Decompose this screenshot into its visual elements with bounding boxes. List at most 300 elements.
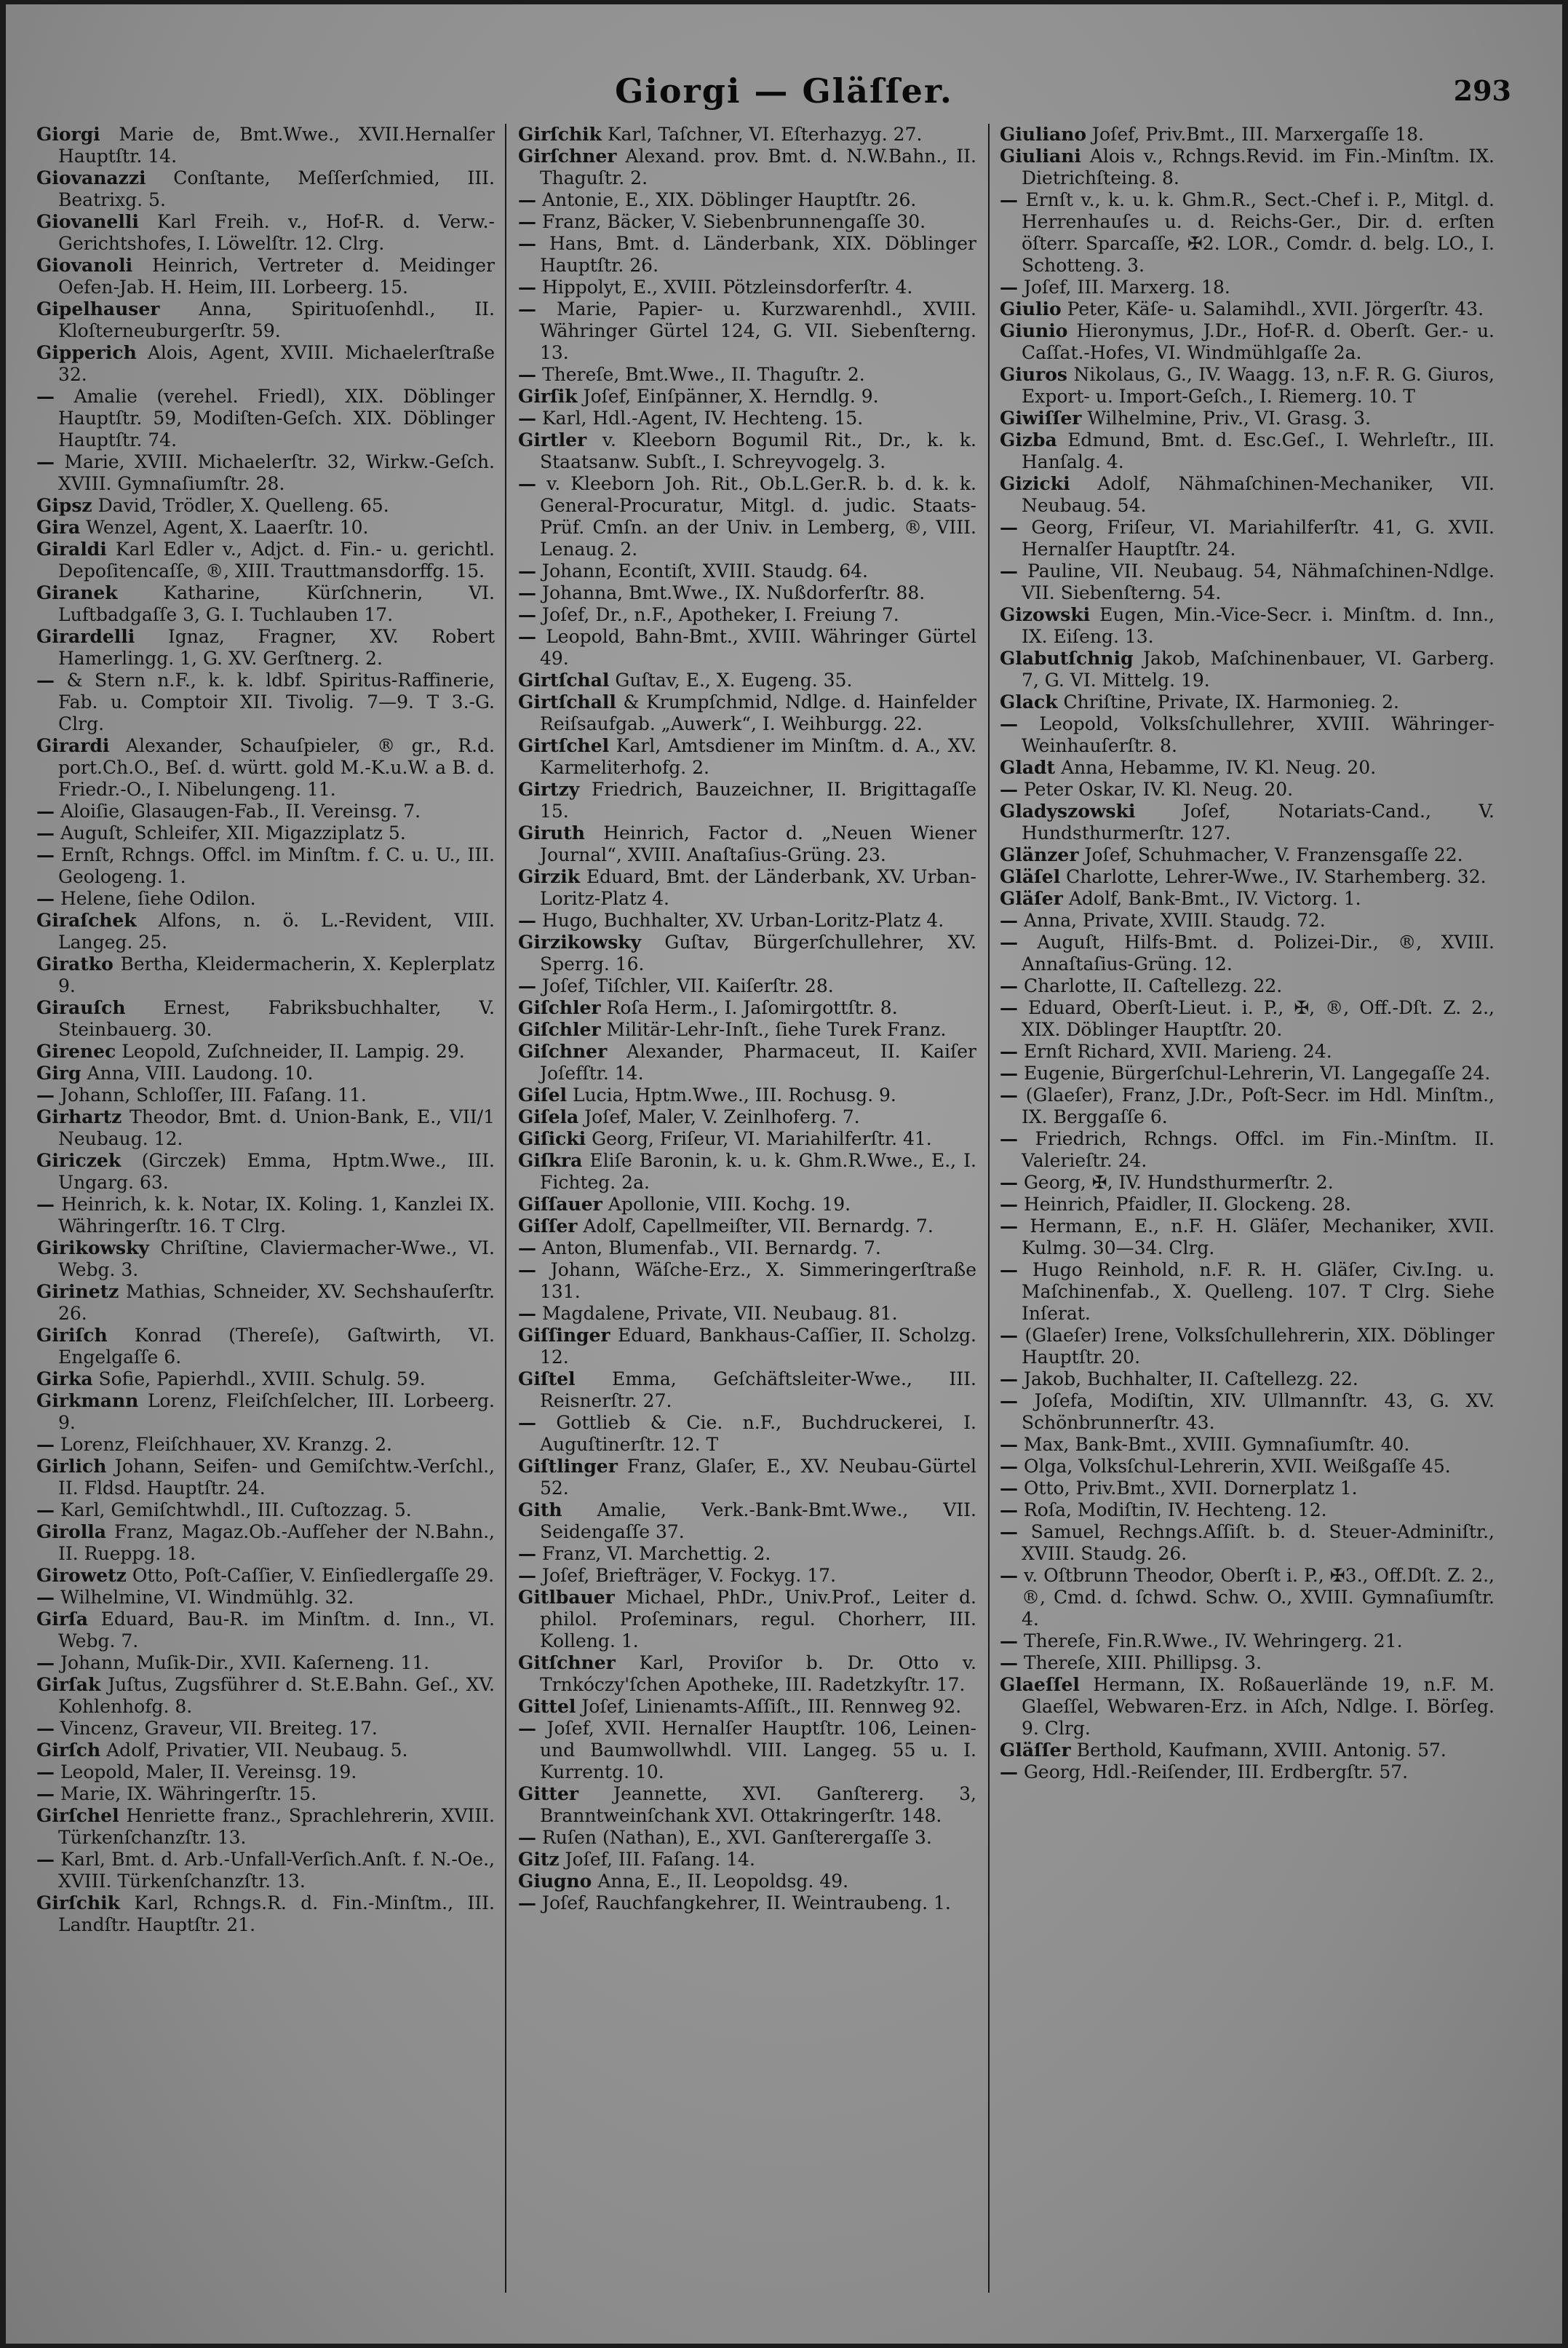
directory-entry — [518, 1106, 976, 1128]
entry-text: Johann, Seifen- und Gemiſchtw.-Verſchl., II. Fldsd. Hauptſtr. 24. — [58, 1456, 495, 1499]
directory-entry — [1000, 1128, 1495, 1172]
entry-surname: Giſkra — [518, 1150, 583, 1171]
entry-surname: Girſchik — [36, 1892, 120, 1913]
directory-entry — [1000, 1761, 1495, 1783]
entry-surname: — — [36, 670, 55, 691]
entry-text: Johann, Schloſſer, III. Faſang. 11. — [60, 1084, 367, 1106]
directory-entry — [518, 779, 976, 822]
entry-text: Karl Edler v., Adjct. d. Fin.- u. gerichtl. Depoſitencaſſe, ®, XIII. Trauttmansdorffg. 15. — [58, 539, 495, 582]
directory-entry — [36, 386, 495, 451]
entry-surname: — — [518, 1412, 536, 1433]
entry-surname: — — [1000, 1630, 1018, 1651]
directory-entry — [36, 1805, 495, 1849]
entry-text: Eduard, Bau-R. im Minſtm. d. Inn., VI. Webg. 7. — [58, 1609, 495, 1651]
entry-surname: — — [36, 1194, 55, 1215]
directory-entry — [36, 1521, 495, 1565]
entry-surname: Gläſel — [1000, 866, 1061, 887]
entry-surname: Girtſchall — [518, 691, 616, 713]
entry-surname: Girſik — [518, 386, 578, 407]
entry-surname: — — [36, 1434, 55, 1455]
directory-entry — [518, 1587, 976, 1652]
directory-entry — [36, 1783, 495, 1805]
directory-entry — [518, 429, 976, 473]
entry-surname: Glaeſſel — [1000, 1674, 1080, 1695]
directory-entry — [1000, 1063, 1495, 1084]
entry-text: Bertha, Kleidermacherin, X. Keplerplatz 9. — [58, 953, 495, 996]
directory-entry — [1000, 1499, 1495, 1521]
directory-entry — [518, 910, 976, 932]
entry-text: Lorenz, Fleiſchſelcher, III. Lorbeerg. 9. — [58, 1390, 495, 1433]
directory-entry — [36, 1456, 495, 1499]
entry-surname: Girikowsky — [36, 1237, 149, 1258]
directory-entry — [1000, 604, 1495, 648]
entry-text: Joſef, Dr., n.F., Apotheker, I. Freiung 7. — [541, 604, 899, 625]
entry-text: Magdalene, Private, VII. Neubaug. 81. — [541, 1303, 898, 1324]
directory-entry — [36, 1150, 495, 1194]
entry-surname: Girzik — [518, 866, 581, 887]
entry-text: Heinrich, k. k. Notar, IX. Koling. 1, Kanzlei IX. Währingerſtr. 16. T Clrg. — [58, 1194, 495, 1237]
entry-text: Karl Freih. v., Hof-R. d. Verw.-Gerichtshofes, I. Löwelſtr. 12. Clrg. — [58, 211, 495, 254]
directory-entry — [1000, 1215, 1495, 1259]
directory-entry — [36, 1674, 495, 1718]
entry-surname: Giſſinger — [518, 1325, 610, 1346]
entry-surname: Giuliano — [1000, 124, 1087, 145]
entry-text: Peter Oskar, IV. Kl. Neug. 20. — [1023, 779, 1294, 800]
entry-text: Franz, Bäcker, V. Siebenbrunnengaſſe 30. — [541, 211, 926, 232]
entry-surname: Gladt — [1000, 757, 1056, 778]
directory-entry — [518, 364, 976, 386]
entry-text: Eduard, Bankhaus-Caſſier, II. Scholzg. 12. — [540, 1325, 976, 1368]
entry-text: Marie, XVIII. Michaelerſtr. 32, Wirkw.-Geſch. XVIII. Gymnaſiumſtr. 28. — [58, 451, 495, 494]
entry-surname: — — [1000, 1368, 1018, 1389]
entry-surname: Giunio — [1000, 320, 1068, 341]
entry-surname: — — [1000, 1041, 1018, 1062]
directory-entry — [36, 626, 495, 670]
entry-text: Franz, Glaſer, E., XV. Neubau-Gürtel 52. — [540, 1456, 976, 1499]
entry-surname: — — [518, 189, 536, 210]
entry-surname: — — [1000, 1652, 1018, 1673]
entry-text: Militär-Lehr-Inſt., ſiehe Turek Franz. — [606, 1019, 947, 1040]
entry-surname: — — [1000, 1565, 1018, 1586]
directory-entry — [518, 1325, 976, 1368]
directory-entry — [518, 1499, 976, 1543]
entry-text: Hippolyt, E., XVIII. Pötzleinsdorferſtr. 4. — [541, 277, 913, 298]
entry-surname: Gith — [518, 1499, 562, 1520]
entry-text: Karl, Taſchner, VI. Eſterhazyg. 27. — [607, 124, 923, 145]
directory-entry — [518, 1543, 976, 1565]
entry-surname: Glänzer — [1000, 844, 1079, 865]
entry-text: Amalie (verehel. Friedl), XIX. Döblinger Hauptſtr. 59, Modiſten-Geſch. XIX. Döblinger Hauptſtr. 74. — [58, 386, 495, 451]
entry-text: Georg, Friſeur, VI. Mariahilferſtr. 41. — [592, 1128, 932, 1149]
entry-surname: — — [1000, 910, 1018, 931]
entry-text: Karl, Proviſor b. Dr. Otto v. Trnkóczy'ſchen Apotheke, III. Radetzkyſtr. 17. — [540, 1652, 976, 1695]
entry-surname: Giruth — [518, 822, 585, 844]
column-left — [36, 124, 495, 2300]
directory-entry — [36, 1194, 495, 1237]
entry-text: Anna, Private, XVIII. Staudg. 72. — [1023, 910, 1326, 931]
directory-entry — [36, 1390, 495, 1434]
entry-text: Hans, Bmt. d. Länderbank, XIX. Döblinger Hauptſtr. 26. — [540, 233, 976, 276]
entry-text: Antonie, E., XIX. Döblinger Hauptſtr. 26. — [541, 189, 917, 210]
entry-surname: Girſak — [36, 1674, 101, 1695]
entry-text: Leopold, Volksſchullehrer, XVIII. Währinger-Weinhauſerſtr. 8. — [1022, 713, 1495, 756]
entry-text: Guſtav, E., X. Eugeng. 35. — [615, 670, 853, 691]
directory-entry — [36, 167, 495, 211]
directory-entry — [1000, 1390, 1495, 1434]
entry-text: Hermann, E., n.F. H. Gläſer, Mechaniker, XVII. Kulmg. 30—34. Clrg. — [1022, 1215, 1495, 1258]
directory-entry — [518, 1019, 976, 1041]
entry-surname: — — [1000, 1761, 1018, 1782]
directory-entry — [1000, 1521, 1495, 1565]
directory-entry — [518, 866, 976, 910]
entry-text: Helene, ſiehe Odilon. — [60, 888, 256, 909]
directory-entry — [518, 1084, 976, 1106]
entry-text: Joſef, III. Marxerg. 18. — [1023, 277, 1230, 298]
entry-text: Auguſt, Schleifer, XII. Migazziplatz 5. — [60, 822, 406, 844]
entry-surname: Giratko — [36, 953, 114, 975]
entry-surname: — — [1000, 1128, 1018, 1149]
entry-text: Samuel, Rechngs.Aſſiſt. b. d. Steuer-Adminiſtr., XVIII. Staudg. 26. — [1022, 1521, 1495, 1564]
directory-entry — [36, 451, 495, 495]
entry-text: Guſtav, Bürgerſchullehrer, XV. Sperrg. 16. — [540, 932, 976, 975]
entry-surname: Gladyszowski — [1000, 801, 1136, 822]
entry-surname: Gitz — [518, 1849, 560, 1870]
entry-text: (Glaeſer), Franz, J.Dr., Poſt-Secr. im Hdl. Minſtm., IX. Berggaſſe 6. — [1022, 1084, 1495, 1127]
directory-entry — [518, 932, 976, 975]
entry-surname: — — [518, 910, 536, 931]
entry-list — [36, 124, 495, 1936]
entry-text: Ignaz, Fragner, XV. Robert Hamerlingg. 1, G. XV. Gerſtnerg. 2. — [58, 626, 495, 669]
entry-surname: Giuros — [1000, 364, 1067, 385]
entry-text: Wilhelmine, VI. Windmühlg. 32. — [60, 1587, 354, 1608]
directory-entry — [518, 1827, 976, 1849]
entry-text: v. Oſtbrunn Theodor, Oberſt i. P., ✠3., Off.Dſt. Z. 2., ®, Cmd. d. ſchwd. Schw. O., XVIII. Gymnaſiumſtr. 4. — [1022, 1565, 1495, 1630]
entry-surname: — — [1000, 1194, 1018, 1215]
directory-entry — [36, 1325, 495, 1368]
entry-text: v. Kleeborn Joh. Rit., Ob.L.Ger.R. b. d. k. k. General-Procuratur, Mitgl. d. judic. Staats-Prüf. Cmſn. an der Univ. in Lemberg, ®, VIII. Lenaug. 2. — [540, 473, 976, 560]
directory-entry — [518, 1783, 976, 1827]
directory-entry — [36, 997, 495, 1041]
entry-text: Joſef, Notariats-Cand., V. Hundsthurmerſtr. 127. — [1022, 801, 1495, 844]
entry-surname: — — [1000, 1521, 1018, 1542]
entry-text: Friedrich, Rchngs. Offcl. im Fin.-Minſtm. II. Valerieſtr. 24. — [1022, 1128, 1495, 1171]
entry-text: Karl, Gemiſchtwhdl., III. Cuſtozzag. 5. — [60, 1499, 412, 1520]
directory-entry — [518, 1412, 976, 1456]
directory-entry — [36, 539, 495, 582]
entry-surname: Giwiſſer — [1000, 408, 1082, 429]
directory-entry — [518, 1652, 976, 1696]
directory-entry — [518, 189, 976, 211]
entry-surname: — — [1000, 1456, 1018, 1477]
entry-surname: Girſchik — [518, 124, 602, 145]
entry-surname: — — [1000, 1434, 1018, 1455]
directory-entry — [36, 298, 495, 342]
entry-surname: Giſtlinger — [518, 1456, 618, 1477]
entry-surname: — — [1000, 1215, 1018, 1237]
entry-surname: Gizowski — [1000, 604, 1091, 625]
entry-surname: — — [518, 277, 536, 298]
entry-text: Eduard, Bmt. der Länderbank, XV. Urban-Loritz-Platz 4. — [540, 866, 976, 909]
directory-entry — [518, 408, 976, 429]
entry-text: Karl, Hdl.-Agent, IV. Hechteng. 15. — [541, 408, 864, 429]
entry-surname: Girtſchel — [518, 735, 610, 756]
entry-text: Joſef, Briefträger, V. Fockyg. 17. — [541, 1565, 837, 1586]
directory-entry — [1000, 298, 1495, 320]
entry-surname: Gipsz — [36, 495, 92, 516]
directory-entry — [36, 1084, 495, 1106]
directory-entry — [518, 386, 976, 408]
directory-entry — [36, 1063, 495, 1084]
directory-entry — [1000, 1630, 1495, 1652]
entry-surname: — — [1000, 189, 1018, 210]
directory-entry — [1000, 429, 1495, 473]
directory-entry — [36, 1892, 495, 1936]
entry-surname: — — [36, 451, 55, 472]
entry-surname: — — [518, 1303, 536, 1324]
directory-entry — [518, 1368, 976, 1412]
directory-entry — [518, 1215, 976, 1237]
entry-surname: Giſſauer — [518, 1194, 602, 1215]
entry-text: Katharine, Kürſchnerin, VI. Luftbadgaſſe 3, G. I. Tuchlauben 17. — [58, 582, 495, 625]
entry-text: Joſef, Linienamts-Aſſiſt., III. Rennweg 92. — [581, 1696, 962, 1717]
entry-text: Emma, Geſchäftsleiter-Wwe., III. Reisnerſtr. 27. — [540, 1368, 976, 1411]
entry-text: Heinrich, Factor d. „Neuen Wiener Journal“, XVIII. Anaſtaſius-Grüng. 23. — [540, 822, 976, 865]
entry-surname: Girtler — [518, 429, 587, 451]
directory-entry — [518, 298, 976, 364]
directory-entry — [518, 582, 976, 604]
entry-surname: — — [36, 888, 55, 909]
directory-entry — [36, 1499, 495, 1521]
entry-text: Franz, Magaz.Ob.-Aufſeher der N.Bahn., II. Rueppg. 18. — [58, 1521, 495, 1564]
directory-entry — [1000, 560, 1495, 604]
directory-entry — [518, 473, 976, 560]
directory-entry — [1000, 473, 1495, 517]
directory-entry — [518, 997, 976, 1019]
entry-text: Roſa Herm., I. Jaſomirgottſtr. 8. — [606, 997, 898, 1018]
directory-entry — [518, 1871, 976, 1892]
entry-surname: Girkmann — [36, 1390, 139, 1411]
entry-text: Juſtus, Zugsführer d. St.E.Bahn. Geſ., XV. Kohlenhofg. 8. — [58, 1674, 495, 1717]
entry-surname: — — [36, 1783, 55, 1804]
directory-entry — [1000, 975, 1495, 997]
directory-entry — [36, 801, 495, 822]
directory-entry — [1000, 1456, 1495, 1478]
entry-text: Sofie, Papierhdl., XVIII. Schulg. 59. — [98, 1368, 426, 1389]
entry-text: Joſefa, Modiſtin, XIV. Ullmannſtr. 43, G. XV. Schönbrunnerſtr. 43. — [1022, 1390, 1495, 1433]
directory-columns — [36, 124, 1521, 2300]
entry-surname: Glabutſchnig — [1000, 648, 1134, 669]
entry-text: Vincenz, Graveur, VII. Breiteg. 17. — [60, 1718, 378, 1739]
directory-entry — [36, 1565, 495, 1587]
entry-surname: Gittel — [518, 1696, 576, 1717]
entry-surname: — — [518, 975, 536, 996]
entry-text: Johann, Wäſche-Erz., X. Simmeringerſtraße 131. — [540, 1259, 976, 1302]
directory-entry — [1000, 277, 1495, 298]
directory-entry — [518, 735, 976, 779]
entry-text: Anna, Spirituoſenhdl., II. Kloſterneuburgerſtr. 59. — [58, 298, 495, 341]
entry-surname: Girzikowsky — [518, 932, 642, 953]
entry-text: Adolf, Nähmaſchinen-Mechaniker, VII. Neubaug. 54. — [1022, 473, 1495, 516]
directory-entry — [518, 1194, 976, 1215]
entry-text: Eliſe Baronin, k. u. k. Ghm.R.Wwe., E., I. Fichteg. 2a. — [540, 1150, 976, 1193]
directory-entry — [518, 233, 976, 277]
entry-surname: — — [518, 560, 536, 582]
directory-entry — [518, 1041, 976, 1084]
entry-list — [1000, 124, 1495, 1783]
entry-text: Roſa, Modiſtin, IV. Hechteng. 12. — [1023, 1499, 1327, 1520]
entry-surname: — — [1000, 1499, 1018, 1520]
entry-surname: — — [1000, 1390, 1018, 1411]
entry-surname: — — [1000, 1172, 1018, 1193]
directory-entry — [1000, 320, 1495, 364]
directory-entry — [1000, 1478, 1495, 1499]
directory-entry — [518, 1303, 976, 1325]
entry-text: Thereſe, XIII. Phillipsg. 3. — [1023, 1652, 1262, 1673]
directory-entry — [1000, 1259, 1495, 1325]
entry-surname: — — [36, 1084, 55, 1106]
entry-text: Jeannette, XVI. Ganſtererg. 3, Branntweinſchank XVI. Ottakringerſtr. 148. — [540, 1783, 976, 1826]
directory-entry — [1000, 648, 1495, 691]
entry-surname: — — [518, 582, 536, 603]
entry-surname: Gira — [36, 517, 81, 538]
entry-text: Thereſe, Bmt.Wwe., II. Thaguſtr. 2. — [541, 364, 865, 385]
entry-text: Wilhelmine, Priv., VI. Grasg. 3. — [1087, 408, 1372, 429]
directory-entry — [518, 1849, 976, 1871]
entry-surname: Girſch — [36, 1740, 101, 1761]
entry-text: Adolf, Capellmeiſter, VII. Bernardg. 7. — [583, 1215, 934, 1237]
entry-text: & Krumpſchmid, Ndlge. d. Hainfelder Reiſsaufgab. „Auwerk“, I. Weihburgg. 22. — [540, 691, 976, 734]
directory-entry — [1000, 517, 1495, 560]
entry-text: Alois, Agent, XVIII. Michaelerſtraße 32. — [58, 342, 495, 385]
entry-surname: — — [518, 408, 536, 429]
entry-surname: — — [518, 233, 536, 254]
entry-text: Marie, Papier- u. Kurzwarenhdl., XVIII. Währinger Gürtel 124, G. VII. Siebenſterng. 13. — [540, 298, 976, 363]
entry-text: Chriſtine, Private, IX. Harmonieg. 2. — [1063, 691, 1399, 713]
running-title: Giorgi — Gläſſer. — [615, 71, 953, 111]
entry-surname: — — [36, 1587, 55, 1608]
entry-text: Franz, VI. Marchettig. 2. — [541, 1543, 771, 1564]
entry-surname: — — [1000, 1478, 1018, 1499]
entry-surname: Gitter — [518, 1783, 579, 1804]
entry-surname: Giovanelli — [36, 211, 139, 232]
entry-surname: — — [36, 801, 55, 822]
entry-surname: — — [1000, 560, 1018, 582]
entry-surname: Girſchel — [36, 1805, 119, 1826]
entry-text: Ernſt, Rchngs. Offcl. im Minſtm. f. C. u. U., III. Geologeng. 1. — [58, 844, 495, 887]
entry-surname: Girowetz — [36, 1565, 127, 1586]
entry-surname: — — [518, 1259, 536, 1280]
entry-surname: Giorgi — [36, 124, 100, 145]
directory-entry — [518, 277, 976, 298]
directory-entry — [36, 910, 495, 953]
directory-entry — [36, 1761, 495, 1783]
directory-entry — [1000, 779, 1495, 801]
entry-surname: Giſchler — [518, 1019, 601, 1040]
entry-surname: Girtzy — [518, 779, 580, 800]
entry-text: Eduard, Oberſt-Lieut. i. P., ✠, ®, Off.-Dſt. Z. 2., XIX. Döblinger Hauptſtr. 20. — [1022, 997, 1495, 1040]
directory-entry — [518, 1565, 976, 1587]
entry-surname: — — [518, 1718, 536, 1739]
entry-text: Chriſtine, Claviermacher-Wwe., VI. Webg. 3. — [58, 1237, 495, 1280]
directory-entry — [36, 1041, 495, 1063]
entry-text: Marie, IX. Währingerſtr. 15. — [60, 1783, 317, 1804]
directory-entry — [36, 1718, 495, 1740]
entry-text: Konrad (Thereſe), Gaſtwirth, VI. Engelgaſſe 6. — [58, 1325, 495, 1368]
entry-text: Anna, E., II. Leopoldsg. 49. — [597, 1871, 849, 1892]
entry-surname: Girauſch — [36, 997, 126, 1018]
directory-entry — [518, 822, 976, 866]
entry-text: Karl, Bmt. d. Arb.-Unfall-Verſich.Anſt. f. N.-Oe., XVIII. Türkenſchanzſtr. 13. — [58, 1849, 495, 1892]
entry-surname: Girhartz — [36, 1106, 122, 1127]
entry-text: Anna, VIII. Laudong. 10. — [87, 1063, 314, 1084]
entry-text: Eugen, Min.-Vice-Secr. i. Minſtm. d. Inn., IX. Eiſeng. 13. — [1022, 604, 1495, 647]
entry-text: Lucia, Hptm.Wwe., III. Rochusg. 9. — [572, 1084, 896, 1106]
entry-text: Marie de, Bmt.Wwe., XVII.Hernalſer Hauptſtr. 14. — [58, 124, 495, 167]
entry-text: Alois v., Rchngs.Revid. im Fin.-Minſtm. IX. Dietrichſteing. 8. — [1022, 146, 1495, 189]
entry-surname: Giſchner — [518, 1041, 608, 1062]
entry-surname: Giſela — [518, 1106, 579, 1127]
entry-text: Hugo, Buchhalter, XV. Urban-Loritz-Platz 4. — [541, 910, 944, 931]
entry-surname: Gläſſer — [1000, 1740, 1071, 1761]
directory-entry — [1000, 844, 1495, 866]
entry-text: Joſef, III. Faſang. 14. — [565, 1849, 755, 1870]
entry-surname: — — [1000, 1084, 1018, 1106]
directory-entry — [36, 1652, 495, 1674]
entry-text: Joſef, Tiſchler, VII. Kaiſerſtr. 28. — [541, 975, 834, 996]
directory-entry — [36, 517, 495, 539]
entry-surname: Giraſchek — [36, 910, 137, 931]
entry-text: Lorenz, Fleiſchhauer, XV. Kranzg. 2. — [60, 1434, 392, 1455]
entry-surname: — — [518, 298, 536, 320]
entry-text: Wenzel, Agent, X. Laaerſtr. 10. — [86, 517, 369, 538]
entry-surname: — — [1000, 1259, 1018, 1280]
entry-surname: Glack — [1000, 691, 1058, 713]
entry-text: Heinrich, Pfaidler, II. Glockeng. 28. — [1023, 1194, 1351, 1215]
entry-text: Alexander, Schauſpieler, ® gr., R.d. port.Ch.O., Beſ. d. württ. gold M.-K.u.W. a B. d. Friedr.-O., I. Nibelungeng. 11. — [58, 735, 495, 800]
entry-text: Joſef, Priv.Bmt., III. Marxergaſſe 18. — [1092, 124, 1424, 145]
directory-entry — [1000, 910, 1495, 932]
entry-surname: Gipperich — [36, 342, 137, 363]
entry-text: Anton, Blumenfab., VII. Bernardg. 7. — [541, 1237, 881, 1258]
entry-surname: Girſa — [36, 1609, 88, 1630]
directory-entry — [1000, 691, 1495, 713]
entry-surname: Gizba — [1000, 429, 1057, 451]
entry-text: (Girczek) Emma, Hptm.Wwe., III. Ungarg. 63. — [58, 1150, 495, 1193]
entry-text: Leopold, Maler, II. Vereinsg. 19. — [60, 1761, 357, 1782]
entry-surname: Giriczek — [36, 1150, 122, 1171]
entry-text: Johann, Econtiſt, XVIII. Staudg. 64. — [541, 560, 868, 582]
entry-surname: Girenec — [36, 1041, 116, 1062]
entry-surname: Girardelli — [36, 626, 135, 647]
entry-surname: — — [1000, 997, 1018, 1018]
entry-surname: — — [36, 1718, 55, 1739]
entry-surname: — — [1000, 517, 1018, 538]
entry-text: Pauline, VII. Neubaug. 54, Nähmaſchinen-Ndlge. VII. Siebenſterng. 54. — [1022, 560, 1495, 603]
entry-text: Gottlieb & Cie. n.F., Buchdruckerei, I. Auguſtinerſtr. 12. T — [540, 1412, 976, 1455]
directory-entry — [1000, 713, 1495, 757]
entry-surname: Giovanoli — [36, 255, 133, 276]
directory-entry — [1000, 888, 1495, 910]
entry-surname: — — [1000, 277, 1018, 298]
directory-entry — [36, 1368, 495, 1390]
entry-text: Georg, Friſeur, VI. Mariahilferſtr. 41, G. XVII. Hernalſer Hauptſtr. 24. — [1022, 517, 1495, 560]
entry-surname: Giranek — [36, 582, 118, 603]
entry-text: Aloiſie, Glasaugen-Fab., II. Vereinsg. 7. — [60, 801, 421, 822]
entry-surname: Giſſer — [518, 1215, 578, 1237]
entry-text: Hugo Reinhold, n.F. R. H. Gläſer, Civ.Ing. u. Maſchinenfab., X. Quelleng. 107. T Clrg. Siehe Inſerat. — [1022, 1259, 1495, 1324]
directory-entry — [36, 1106, 495, 1150]
entry-text: Otto, Priv.Bmt., XVII. Dornerplatz 1. — [1023, 1478, 1358, 1499]
